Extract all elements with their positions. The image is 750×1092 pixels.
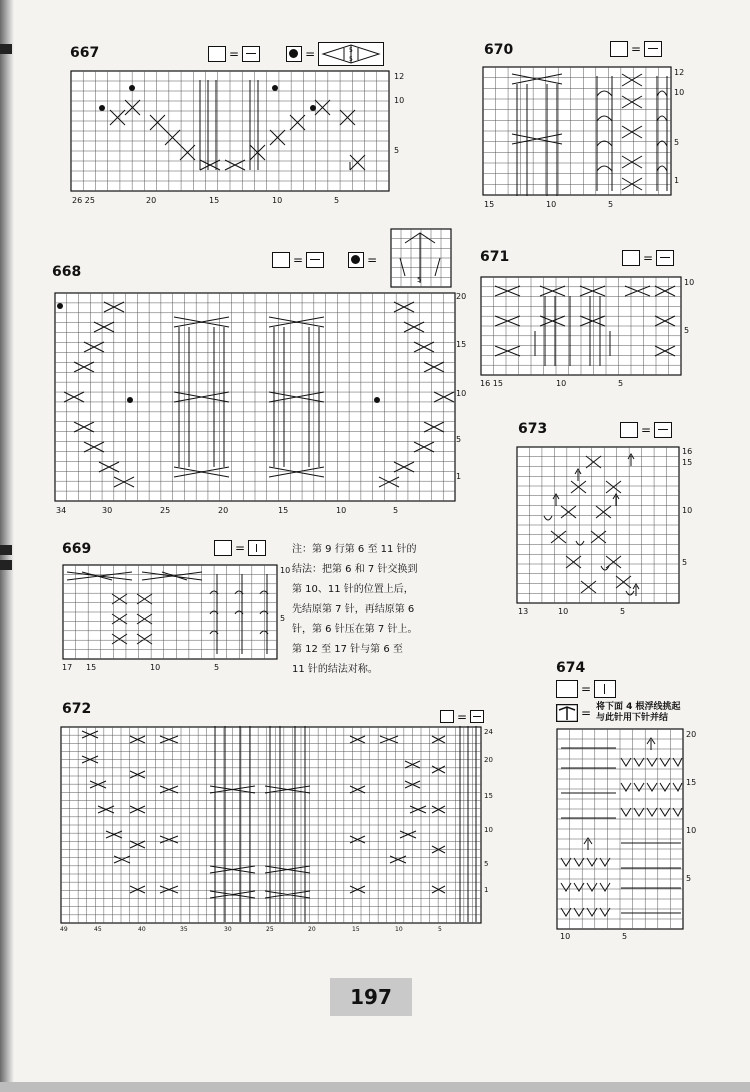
row-label: 5 [686, 874, 692, 883]
legend-line: 将下面 4 根浮线挑起 [596, 702, 681, 712]
col-label: 5 [618, 379, 624, 388]
col-label: 5 [622, 932, 628, 941]
chart-number: 669 [62, 541, 92, 557]
chart-number: 671 [480, 249, 510, 265]
col-label: 10 [558, 607, 569, 616]
row-label: 5 [684, 326, 690, 335]
bobble-dot [310, 105, 316, 111]
row-label: 15 [686, 778, 697, 787]
col-label: 10 [272, 196, 283, 205]
col-label: 5 [214, 663, 220, 672]
row-label: 20 [484, 756, 493, 764]
purl-symbol-icon [654, 422, 672, 438]
row-label: 15 [682, 458, 693, 467]
row-label: 12 [394, 72, 405, 81]
row-label: 16 [682, 447, 693, 456]
col-label: 10 [336, 506, 347, 515]
row-label: 10 [684, 278, 695, 287]
chart-grid-674 [556, 728, 684, 930]
col-label: 15 [86, 663, 97, 672]
bobble-symbol-icon [348, 252, 364, 268]
col-label: 49 [60, 926, 68, 933]
row-label: 10 [394, 96, 405, 105]
row-label: 15 [484, 792, 493, 800]
page-number: 197 [330, 978, 412, 1016]
row-label: 24 [484, 728, 493, 736]
legend-669: = [214, 540, 266, 556]
legend-671: = [622, 250, 674, 266]
col-label: 10 [560, 932, 571, 941]
legend-667: = = 5 5 [208, 42, 384, 66]
knit-symbol-icon [440, 710, 454, 723]
chart-grid-667 [70, 70, 390, 192]
svg-text:5: 5 [349, 47, 353, 54]
col-label: 25 [160, 506, 171, 515]
purl-symbol-icon [644, 41, 662, 57]
col-label: 26 25 [72, 196, 95, 205]
col-label: 35 [180, 926, 188, 933]
legend-674-a: = [556, 680, 616, 698]
col-label: 40 [138, 926, 146, 933]
row-label: 5 [456, 435, 462, 444]
float-lift-symbol-icon [556, 704, 578, 722]
row-label: 10 [456, 389, 467, 398]
col-label: 5 [334, 196, 340, 205]
legend-670: = [610, 41, 662, 57]
row-label: 5 [280, 614, 286, 623]
legend-line: 与此针用下针并结 [596, 713, 669, 723]
legend-674-text [596, 702, 681, 724]
knit-symbol-icon [620, 422, 638, 438]
chart-number: 667 [70, 45, 100, 61]
chart-number: 670 [484, 42, 514, 58]
row-label: 10 [280, 566, 291, 575]
knit-symbol-icon [610, 41, 628, 57]
row-label: 10 [484, 826, 493, 834]
col-label: 20 [308, 926, 316, 933]
col-label: 30 [224, 926, 232, 933]
spine-mark [0, 560, 12, 570]
legend-672: = [440, 710, 484, 723]
note-669: 注：第 9 行第 6 至 11 针的结法：把第 6 和 7 针交换到第 10、11 针的位置上后，先结原第 7 针，再结原第 6 针，第 6 针压在第 7 针上。第 12 至 17 针与第 6 至 11 针的结法对称。 [292, 544, 418, 675]
col-label: 25 [266, 926, 274, 933]
col-label: 45 [94, 926, 102, 933]
row-label: 10 [686, 826, 697, 835]
col-label: 10 [150, 663, 161, 672]
col-label: 13 [518, 607, 529, 616]
knit-symbol-icon [214, 540, 232, 556]
bobble-dot [129, 85, 135, 91]
row-label: 5 [682, 558, 688, 567]
row-label: 10 [682, 506, 693, 515]
chart-grid-669 [62, 564, 278, 660]
svg-text:5: 5 [349, 56, 353, 63]
knit-symbol-icon [556, 680, 578, 698]
row-label: 1 [484, 886, 489, 894]
col-label: 5 [620, 607, 626, 616]
row-label: 12 [674, 68, 685, 77]
col-label: 5 [393, 506, 399, 515]
col-label: 5 [608, 200, 614, 209]
bobble-diagram-icon [390, 228, 452, 288]
col-label: 15 [278, 506, 289, 515]
spine-mark [0, 44, 12, 54]
row-label: 1 [674, 176, 680, 185]
chart-grid-673 [516, 446, 680, 604]
col-label: 5 [438, 926, 442, 933]
purl-symbol-icon [656, 250, 674, 266]
col-label: 10 [556, 379, 567, 388]
knit-symbol-icon [272, 252, 290, 268]
col-label: 10 [395, 926, 403, 933]
chart-grid-671 [480, 276, 682, 376]
col-label: 16 15 [480, 379, 503, 388]
col-label: 15 [209, 196, 220, 205]
row-label: 10 [674, 88, 685, 97]
legend-673: = [620, 422, 672, 438]
row-label: 5 [484, 860, 489, 868]
col-label: 34 [56, 506, 67, 515]
row-label: 15 [456, 340, 467, 349]
purl-vertical-symbol-icon [594, 680, 616, 698]
page-edge [0, 1082, 750, 1092]
col-label: 30 [102, 506, 113, 515]
bobble-dot [272, 85, 278, 91]
col-label: 20 [218, 506, 229, 515]
chart-grid-670 [482, 66, 672, 196]
row-label: 20 [686, 730, 697, 739]
knit-symbol-icon [622, 250, 640, 266]
purl-symbol-icon [470, 710, 484, 723]
col-label: 15 [352, 926, 360, 933]
col-label: 17 [62, 663, 73, 672]
chart-grid-668 [54, 292, 456, 502]
col-label: 20 [146, 196, 157, 205]
knit-symbol-icon [208, 46, 226, 62]
bobble-diagram-icon [318, 42, 384, 66]
purl-vertical-symbol-icon [248, 540, 266, 556]
chart-number: 668 [52, 264, 82, 280]
bobble-dot [99, 105, 105, 111]
chart-grid-672 [60, 726, 482, 924]
spine-mark [0, 545, 12, 555]
chart-number: 672 [62, 701, 92, 717]
legend-674-b: = [556, 704, 591, 722]
col-label: 15 [484, 200, 495, 209]
chart-number: 674 [556, 660, 586, 676]
svg-text:5: 5 [417, 276, 422, 284]
col-label: 10 [546, 200, 557, 209]
row-label: 20 [456, 292, 467, 301]
row-label: 5 [394, 146, 400, 155]
purl-symbol-icon [306, 252, 324, 268]
bobble-symbol-icon [286, 46, 302, 62]
row-label: 5 [674, 138, 680, 147]
row-label: 1 [456, 472, 462, 481]
legend-668: = = [272, 252, 377, 268]
chart-number: 673 [518, 421, 548, 437]
purl-symbol-icon [242, 46, 260, 62]
